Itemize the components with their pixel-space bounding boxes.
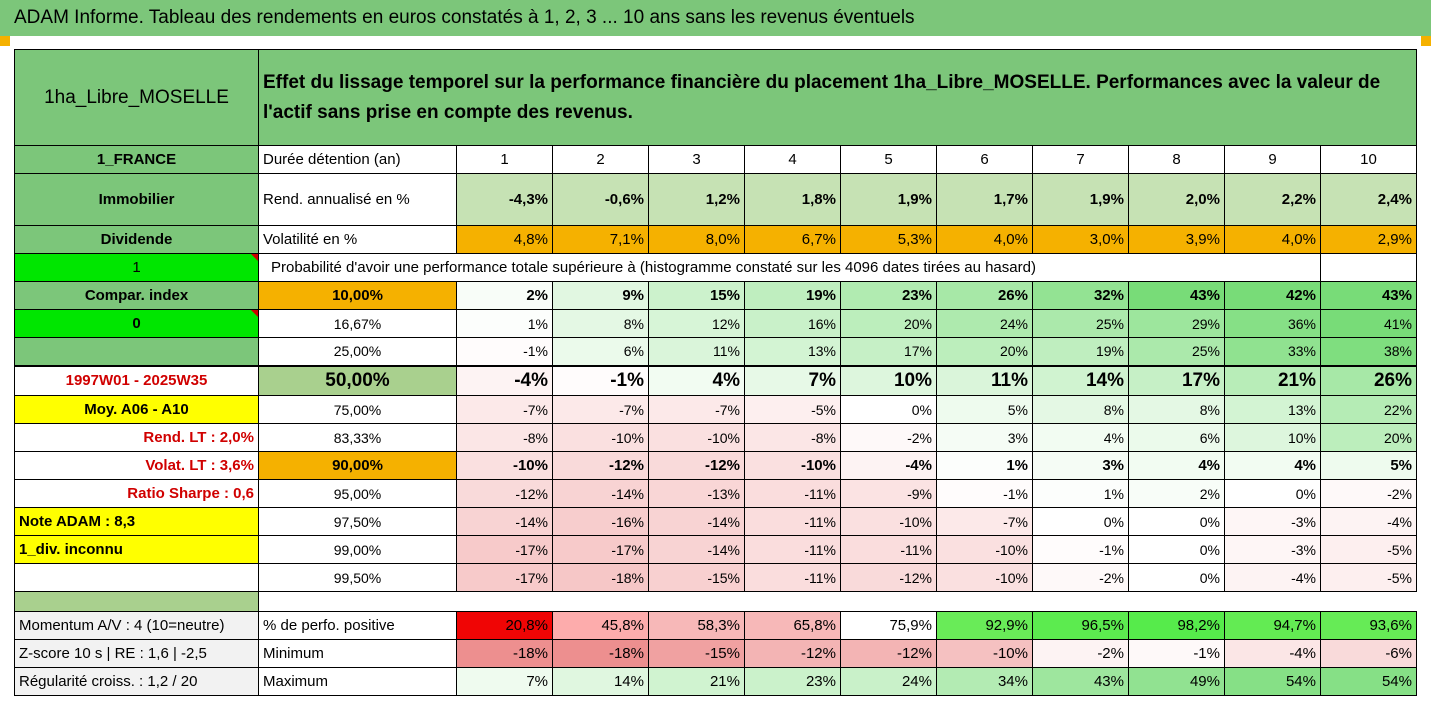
quantile-value: 43% (1129, 282, 1225, 310)
quantile-value: 7% (745, 366, 841, 396)
quantile-value: 23% (841, 282, 937, 310)
quantile-value: 29% (1129, 310, 1225, 338)
return-value: 1,9% (1033, 174, 1129, 226)
positive-value: 96,5% (1033, 612, 1129, 640)
positive-value: 93,6% (1321, 612, 1417, 640)
minimum-label: Minimum (259, 640, 457, 668)
quantile-value: 12% (649, 310, 745, 338)
positive-value: 65,8% (745, 612, 841, 640)
quantile-value: -9% (841, 480, 937, 508)
quantile-value: 0% (1033, 508, 1129, 536)
spacer-green (15, 592, 259, 612)
quantile-value: -18% (553, 564, 649, 592)
return-value: 1,9% (841, 174, 937, 226)
volatility-value: 7,1% (553, 226, 649, 254)
quantile-value: 19% (1033, 338, 1129, 366)
quantile-value: -2% (841, 424, 937, 452)
volatility-value: 4,0% (1225, 226, 1321, 254)
maximum-row (15, 668, 1417, 696)
quantile-value: -4% (1225, 564, 1321, 592)
positive-row (15, 612, 1417, 640)
quantile-value: -17% (457, 536, 553, 564)
quantile-value: 1% (937, 452, 1033, 480)
quantile-row (15, 452, 1417, 480)
year-header: 1 (457, 146, 553, 174)
quantile-value: -12% (457, 480, 553, 508)
quantile-value: 19% (745, 282, 841, 310)
quantile-value: 6% (553, 338, 649, 366)
quantile-value: -1% (1033, 536, 1129, 564)
quantile-percent: 99,00% (259, 536, 457, 564)
quantile-row (15, 338, 1417, 366)
dividend-value: 1 (15, 254, 259, 282)
quantile-value: 0% (1129, 564, 1225, 592)
maximum-value: 49% (1129, 668, 1225, 696)
quantile-value: -14% (649, 536, 745, 564)
quantile-value: -11% (745, 480, 841, 508)
header-row (15, 50, 1417, 146)
year-header: 7 (1033, 146, 1129, 174)
quantile-value: -5% (1321, 536, 1417, 564)
quantile-value: 8% (1129, 396, 1225, 424)
maximum-value: 54% (1225, 668, 1321, 696)
quantile-value: 22% (1321, 396, 1417, 424)
corner-marker-left (0, 36, 10, 46)
year-header: 6 (937, 146, 1033, 174)
return-value: 2,4% (1321, 174, 1417, 226)
duration-label: Durée détention (an) (259, 146, 457, 174)
quantile-value: 25% (1033, 310, 1129, 338)
probability-label: Probabilité d'avoir une performance totale supérieure à (histogramme constaté sur les 4096 dates tirées au hasard) (259, 254, 1321, 282)
performance-table (14, 49, 1417, 696)
minimum-value: -15% (649, 640, 745, 668)
spacer-cell (1321, 592, 1417, 612)
positive-value: 20,8% (457, 612, 553, 640)
quantile-value: 32% (1033, 282, 1129, 310)
description: Effet du lissage temporel sur la performance financière du placement 1ha_Libre_MOSELLE. Performances avec la valeur de l'actif sans prise en compte des revenus. (259, 50, 1417, 146)
quantile-value: 13% (1225, 396, 1321, 424)
quantile-value: -5% (1321, 564, 1417, 592)
quantile-value: 11% (649, 338, 745, 366)
return-value: -4,3% (457, 174, 553, 226)
corner-marker-right (1421, 36, 1431, 46)
country-label: 1_FRANCE (15, 146, 259, 174)
maximum-value: 23% (745, 668, 841, 696)
quantile-value: -4% (457, 366, 553, 396)
quantile-value: 0% (1129, 508, 1225, 536)
quantile-value: -1% (937, 480, 1033, 508)
spacer-cell (937, 592, 1033, 612)
spacer-cell (649, 592, 745, 612)
minimum-value: -4% (1225, 640, 1321, 668)
quantile-percent: 10,00% (259, 282, 457, 310)
quantile-value: -13% (649, 480, 745, 508)
quantile-value: -10% (745, 452, 841, 480)
quantile-row (15, 536, 1417, 564)
quantile-value: 42% (1225, 282, 1321, 310)
quantile-value: -17% (553, 536, 649, 564)
return-label: Rend. annualisé en % (259, 174, 457, 226)
quantile-value: 25% (1129, 338, 1225, 366)
compar-label: Compar. index (15, 282, 259, 310)
positive-value: 94,7% (1225, 612, 1321, 640)
quantile-row (15, 480, 1417, 508)
quantile-value: -10% (841, 508, 937, 536)
return-value: 1,8% (745, 174, 841, 226)
volatility-value: 4,0% (937, 226, 1033, 254)
return-value: 1,7% (937, 174, 1033, 226)
quantile-value: -14% (457, 508, 553, 536)
category-label: Immobilier (15, 174, 259, 226)
quantile-value: 0% (1225, 480, 1321, 508)
quantile-value: -17% (457, 564, 553, 592)
quantile-value: -12% (841, 564, 937, 592)
quantile-value: -15% (649, 564, 745, 592)
quantile-value: -4% (841, 452, 937, 480)
probability-header-row (15, 254, 1417, 282)
quantile-value: 20% (1321, 424, 1417, 452)
volatility-value: 5,3% (841, 226, 937, 254)
quantile-value: 36% (1225, 310, 1321, 338)
quantile-value: 5% (1321, 452, 1417, 480)
quantile-value: 5% (937, 396, 1033, 424)
quantile-value: 10% (841, 366, 937, 396)
dividend-label: Dividende (15, 226, 259, 254)
maximum-value: 14% (553, 668, 649, 696)
quantile-percent: 97,50% (259, 508, 457, 536)
year-header: 4 (745, 146, 841, 174)
volatility-value: 3,0% (1033, 226, 1129, 254)
quantile-value: 8% (1033, 396, 1129, 424)
empty-cell (15, 564, 259, 592)
quantile-value: -7% (937, 508, 1033, 536)
quantile-value: -11% (841, 536, 937, 564)
spacer-row (15, 592, 1417, 612)
return-value: 1,2% (649, 174, 745, 226)
year-header: 9 (1225, 146, 1321, 174)
year-header: 8 (1129, 146, 1225, 174)
comment-marker-icon (251, 254, 258, 261)
quantile-value: -7% (457, 396, 553, 424)
quantile-value: -11% (745, 508, 841, 536)
volatility-value: 6,7% (745, 226, 841, 254)
average-label: Moy. A06 - A10 (15, 396, 259, 424)
volatility-row (15, 226, 1417, 254)
minimum-row (15, 640, 1417, 668)
compar-value: 0 (15, 310, 259, 338)
quantile-value: 14% (1033, 366, 1129, 396)
quantile-value: 15% (649, 282, 745, 310)
quantile-value: 4% (649, 366, 745, 396)
minimum-value: -12% (745, 640, 841, 668)
positive-value: 45,8% (553, 612, 649, 640)
quantile-value: 1% (457, 310, 553, 338)
quantile-value: 13% (745, 338, 841, 366)
return-row (15, 174, 1417, 226)
zscore-label: Z-score 10 s | RE : 1,6 | -2,5 (15, 640, 259, 668)
maximum-label: Maximum (259, 668, 457, 696)
quantile-value: 41% (1321, 310, 1417, 338)
volatility-value: 4,8% (457, 226, 553, 254)
regularity-label: Régularité croiss. : 1,2 / 20 (15, 668, 259, 696)
minimum-value: -18% (553, 640, 649, 668)
spacer-cell (1225, 592, 1321, 612)
quantile-row (15, 508, 1417, 536)
maximum-value: 24% (841, 668, 937, 696)
quantile-value: 2% (1129, 480, 1225, 508)
quantile-value: -1% (553, 366, 649, 396)
quantile-value: 10% (1225, 424, 1321, 452)
maximum-value: 21% (649, 668, 745, 696)
return-value: -0,6% (553, 174, 649, 226)
maximum-value: 34% (937, 668, 1033, 696)
minimum-value: -10% (937, 640, 1033, 668)
quantile-value: 3% (1033, 452, 1129, 480)
quantile-percent: 50,00% (259, 366, 457, 396)
duration-row (15, 146, 1417, 174)
year-header: 3 (649, 146, 745, 174)
quantile-value: -14% (649, 508, 745, 536)
quantile-row (15, 396, 1417, 424)
quantile-value: -7% (553, 396, 649, 424)
quantile-value: 24% (937, 310, 1033, 338)
quantile-value: 43% (1321, 282, 1417, 310)
minimum-value: -18% (457, 640, 553, 668)
quantile-value: 6% (1129, 424, 1225, 452)
empty-green-cell (15, 338, 259, 366)
maximum-value: 43% (1033, 668, 1129, 696)
quantile-value: -7% (649, 396, 745, 424)
momentum-label: Momentum A/V : 4 (10=neutre) (15, 612, 259, 640)
empty-cell (1321, 254, 1417, 282)
quantile-value: 26% (937, 282, 1033, 310)
long-term-return: Rend. LT : 2,0% (15, 424, 259, 452)
quantile-value: -3% (1225, 536, 1321, 564)
maximum-value: 7% (457, 668, 553, 696)
quantile-value: -2% (1321, 480, 1417, 508)
quantile-value: -14% (553, 480, 649, 508)
dividend-info: 1_div. inconnu (15, 536, 259, 564)
quantile-value: 9% (553, 282, 649, 310)
spacer-cell (457, 592, 553, 612)
quantile-value: -10% (937, 564, 1033, 592)
quantile-value: -8% (457, 424, 553, 452)
quantile-value: -10% (649, 424, 745, 452)
spacer-cell (259, 592, 457, 612)
minimum-value: -2% (1033, 640, 1129, 668)
positive-value: 98,2% (1129, 612, 1225, 640)
minimum-value: -12% (841, 640, 937, 668)
spacer-cell (745, 592, 841, 612)
comment-marker-icon (251, 310, 258, 317)
year-header: 10 (1321, 146, 1417, 174)
quantile-row (15, 366, 1417, 396)
quantile-value: 38% (1321, 338, 1417, 366)
quantile-value: 3% (937, 424, 1033, 452)
quantile-value: -3% (1225, 508, 1321, 536)
quantile-percent: 99,50% (259, 564, 457, 592)
quantile-value: -10% (937, 536, 1033, 564)
quantile-row (15, 424, 1417, 452)
positive-value: 58,3% (649, 612, 745, 640)
maximum-value: 54% (1321, 668, 1417, 696)
quantile-value: -16% (553, 508, 649, 536)
quantile-value: -5% (745, 396, 841, 424)
spacer-cell (1033, 592, 1129, 612)
quantile-value: 0% (841, 396, 937, 424)
long-term-volatility: Volat. LT : 3,6% (15, 452, 259, 480)
quantile-percent: 75,00% (259, 396, 457, 424)
volatility-value: 3,9% (1129, 226, 1225, 254)
period-label: 1997W01 - 2025W35 (15, 366, 259, 396)
spacer-cell (553, 592, 649, 612)
quantile-row (15, 564, 1417, 592)
quantile-percent: 83,33% (259, 424, 457, 452)
quantile-value: -2% (1033, 564, 1129, 592)
quantile-value: 26% (1321, 366, 1417, 396)
report-title: ADAM Informe. Tableau des rendements en euros constatés à 1, 2, 3 ... 10 ans sans les revenus éventuels (0, 0, 1431, 36)
return-value: 2,0% (1129, 174, 1225, 226)
adam-note: Note ADAM : 8,3 (15, 508, 259, 536)
positive-value: 75,9% (841, 612, 937, 640)
quantile-value: 1% (1033, 480, 1129, 508)
sharpe-ratio: Ratio Sharpe : 0,6 (15, 480, 259, 508)
quantile-row (15, 310, 1417, 338)
quantile-value: -12% (553, 452, 649, 480)
quantile-value: 20% (937, 338, 1033, 366)
quantile-value: -8% (745, 424, 841, 452)
positive-value: 92,9% (937, 612, 1033, 640)
quantile-percent: 90,00% (259, 452, 457, 480)
quantile-percent: 16,67% (259, 310, 457, 338)
minimum-value: -1% (1129, 640, 1225, 668)
quantile-value: 17% (1129, 366, 1225, 396)
quantile-value: -4% (1321, 508, 1417, 536)
quantile-value: -12% (649, 452, 745, 480)
quantile-percent: 95,00% (259, 480, 457, 508)
quantile-value: -11% (745, 564, 841, 592)
volatility-value: 2,9% (1321, 226, 1417, 254)
quantile-value: -10% (457, 452, 553, 480)
volatility-label: Volatilité en % (259, 226, 457, 254)
quantile-value: 16% (745, 310, 841, 338)
quantile-value: 21% (1225, 366, 1321, 396)
quantile-value: -1% (457, 338, 553, 366)
spacer-cell (841, 592, 937, 612)
quantile-value: 11% (937, 366, 1033, 396)
return-value: 2,2% (1225, 174, 1321, 226)
quantile-value: -10% (553, 424, 649, 452)
positive-label: % de perfo. positive (259, 612, 457, 640)
quantile-value: 4% (1225, 452, 1321, 480)
quantile-value: 17% (841, 338, 937, 366)
quantile-row (15, 282, 1417, 310)
quantile-value: -11% (745, 536, 841, 564)
asset-name: 1ha_Libre_MOSELLE (15, 50, 259, 146)
minimum-value: -6% (1321, 640, 1417, 668)
quantile-value: 33% (1225, 338, 1321, 366)
spacer-cell (1129, 592, 1225, 612)
quantile-percent: 25,00% (259, 338, 457, 366)
quantile-value: 0% (1129, 536, 1225, 564)
quantile-value: 20% (841, 310, 937, 338)
quantile-value: 4% (1033, 424, 1129, 452)
quantile-value: 8% (553, 310, 649, 338)
year-header: 5 (841, 146, 937, 174)
quantile-value: 2% (457, 282, 553, 310)
quantile-value: 4% (1129, 452, 1225, 480)
volatility-value: 8,0% (649, 226, 745, 254)
year-header: 2 (553, 146, 649, 174)
